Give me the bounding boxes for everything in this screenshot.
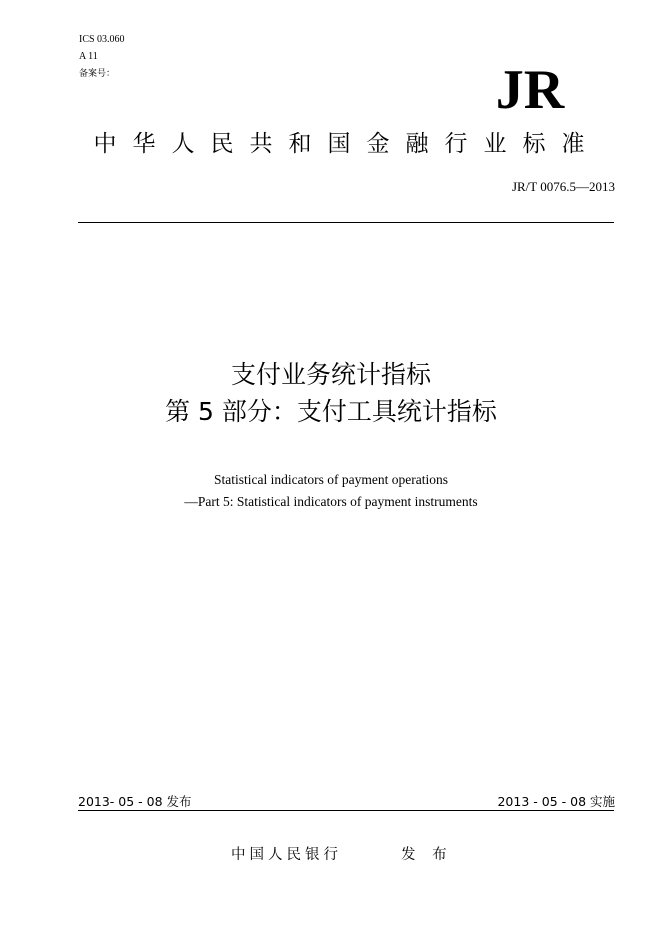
issuing-authority: 中国人民银行 — [231, 847, 342, 863]
issue-date: 2013- 05 - 08 发布 — [78, 794, 192, 809]
implementation-date: 2013 - 05 - 08 实施 — [497, 794, 615, 809]
chinese-title-line-1: 支付业务统计指标 — [230, 360, 431, 389]
jr-logo-text: JR — [495, 59, 565, 118]
ics-code: ICS 03.060 — [79, 34, 125, 45]
footer-divider — [78, 810, 614, 811]
ccs-code: A 11 — [79, 51, 98, 62]
english-title-line-1: Statistical indicators of payment operations — [214, 472, 448, 487]
english-title-line-2: —Part 5: Statistical indicators of payment instruments — [184, 494, 478, 509]
issue-label: 发 布 — [401, 847, 453, 863]
standard-type-heading: 中华人民共和国金融行业标准 — [93, 131, 601, 157]
jr-logo — [470, 58, 590, 118]
filing-number-label: 备案号： — [79, 69, 116, 79]
standard-number: JR/T 0076.5—2013 — [511, 179, 615, 194]
chinese-title-line-2: 第 5 部分：支付工具统计指标 — [165, 397, 497, 426]
header-divider — [78, 222, 614, 223]
